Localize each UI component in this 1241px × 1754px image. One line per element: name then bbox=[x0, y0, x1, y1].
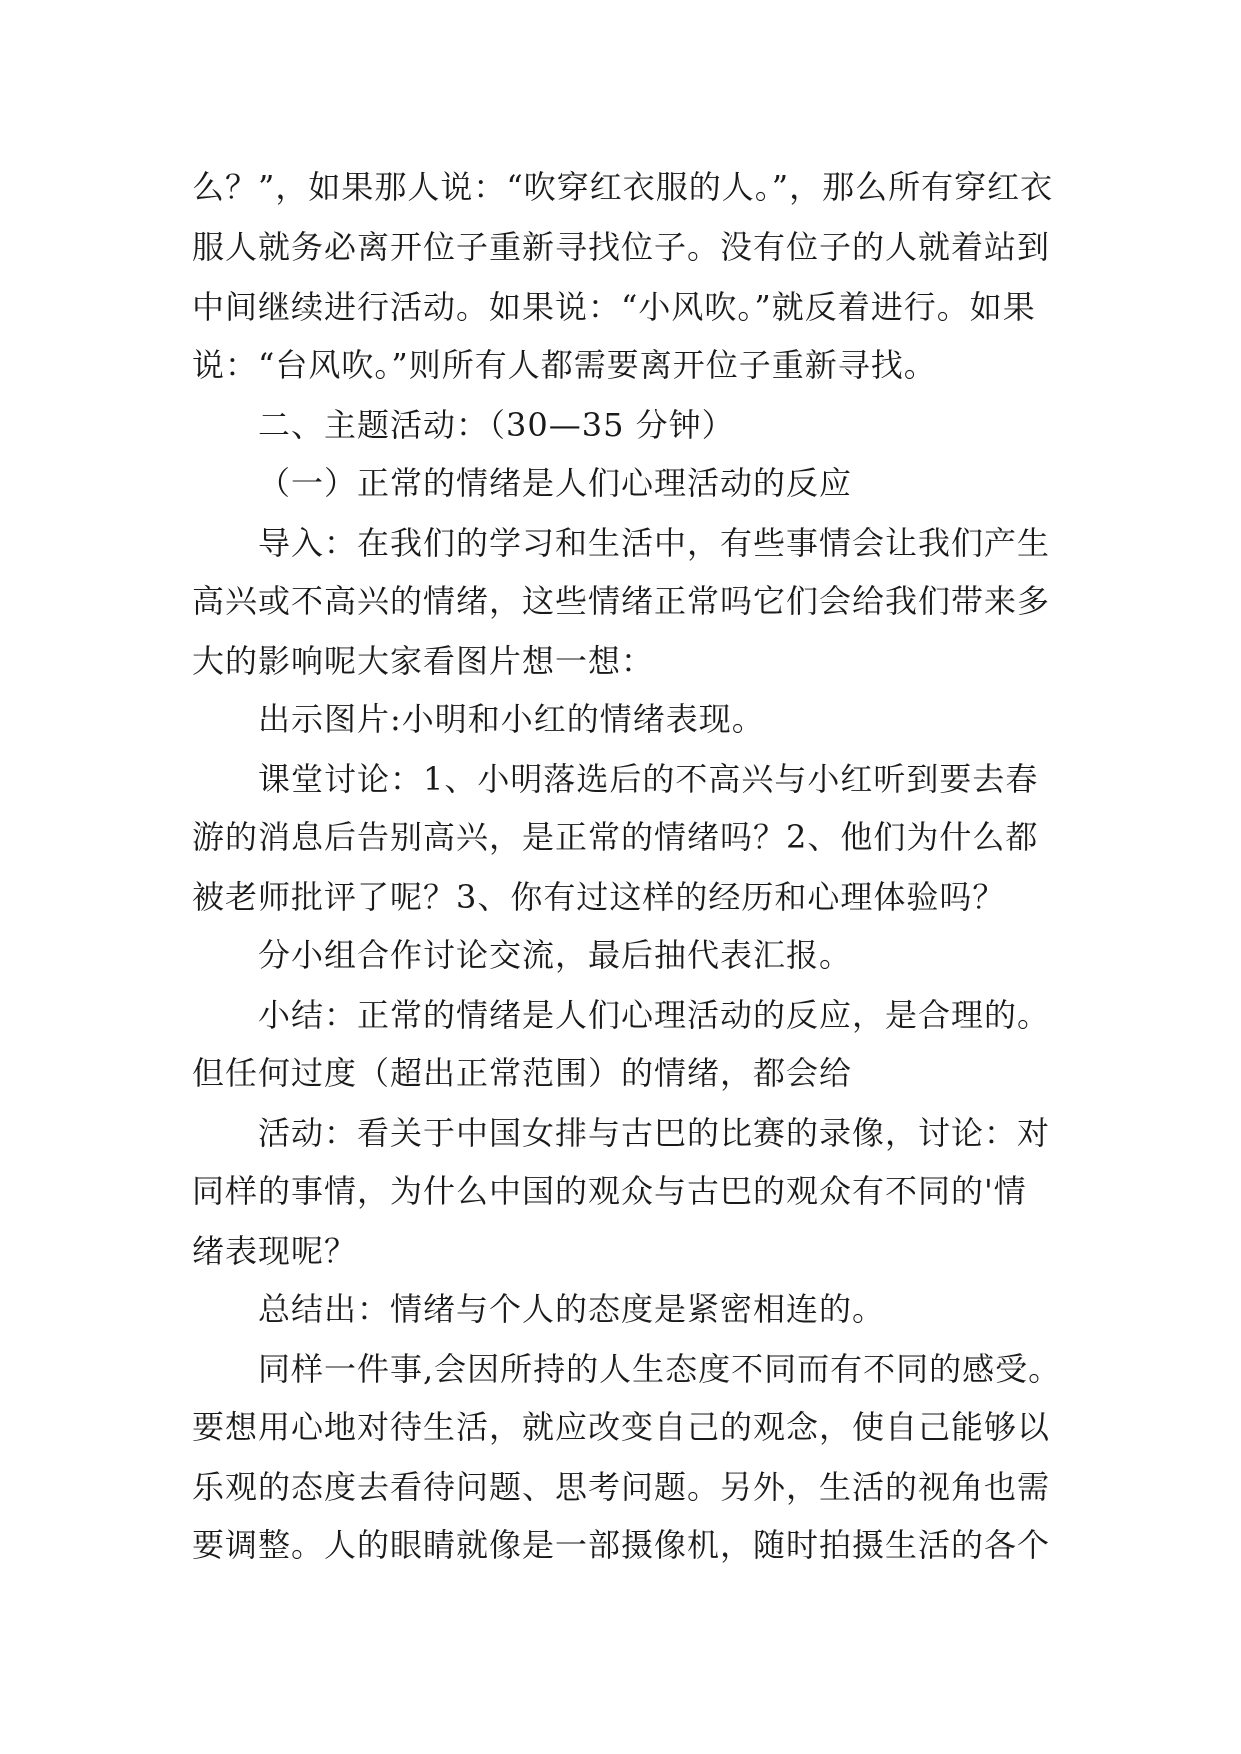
text-line: 么？”，如果那人说：“吹穿红衣服的人。”，那么所有穿红衣 bbox=[192, 168, 1054, 206]
text-line: 说：“台风吹。”则所有人都需要离开位子重新寻找。 bbox=[192, 346, 937, 384]
text-line: 总结出：情绪与个人的态度是紧密相连的。 bbox=[258, 1290, 886, 1328]
text-line: 游的消息后告别高兴，是正常的情绪吗？2、他们为什么都 bbox=[192, 818, 1039, 856]
text-line: 活动：看关于中国女排与古巴的比赛的录像，讨论：对 bbox=[258, 1114, 1051, 1152]
text-line: 被老师批评了呢？3、你有过这样的经历和心理体验吗？ bbox=[192, 878, 1006, 916]
text-line: 课堂讨论：1、小明落选后的不高兴与小红听到要去春 bbox=[258, 760, 1039, 798]
text-line: 分小组合作讨论交流，最后抽代表汇报。 bbox=[258, 936, 853, 974]
section-heading: 二、主题活动：（30—35 分钟） bbox=[258, 406, 735, 444]
text-line: 小结：正常的情绪是人们心理活动的反应，是合理的。 bbox=[258, 996, 1051, 1034]
subsection-heading: （一）正常的情绪是人们心理活动的反应 bbox=[258, 464, 853, 502]
text-line: 要想用心地对待生活，就应改变自己的观念，使自己能够以 bbox=[192, 1408, 1051, 1446]
text-line: 导入：在我们的学习和生活中，有些事情会让我们产生 bbox=[258, 524, 1051, 562]
text-line: 乐观的态度去看待问题、思考问题。另外，生活的视角也需 bbox=[192, 1468, 1051, 1506]
text-line: 出示图片:小明和小红的情绪表现。 bbox=[258, 700, 765, 738]
text-line: 同样一件事,会因所持的人生态度不同而有不同的感受。 bbox=[258, 1350, 1062, 1388]
text-line: 但任何过度（超出正常范围）的情绪，都会给 bbox=[192, 1054, 853, 1092]
text-line: 要调整。人的眼睛就像是一部摄像机，随时拍摄生活的各个 bbox=[192, 1526, 1051, 1564]
text-line: 同样的事情，为什么中国的观众与古巴的观众有不同的'情 bbox=[192, 1172, 1027, 1210]
text-line: 高兴或不高兴的情绪，这些情绪正常吗它们会给我们带来多 bbox=[192, 582, 1051, 620]
text-line: 中间继续进行活动。如果说：“小风吹。”就反着进行。如果 bbox=[192, 288, 1036, 326]
text-line: 大的影响呢大家看图片想一想： bbox=[192, 642, 655, 680]
text-line: 绪表现呢？ bbox=[192, 1232, 358, 1270]
text-line: 服人就务必离开位子重新寻找位子。没有位子的人就着站到 bbox=[192, 228, 1051, 266]
